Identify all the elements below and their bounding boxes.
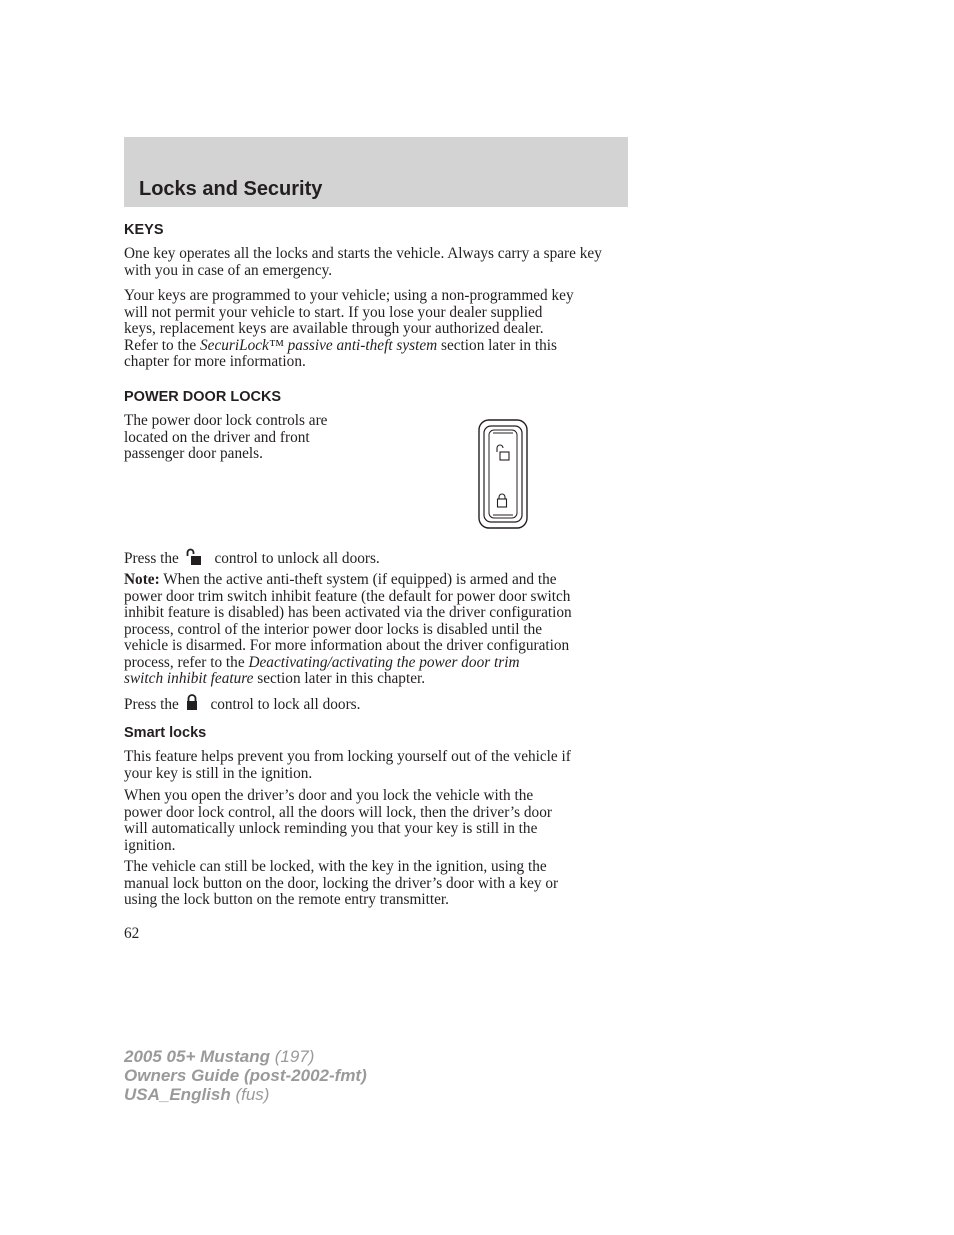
keys-p2-line4 bbox=[124, 338, 630, 355]
power-door-locks-heading: POWER DOOR LOCKS bbox=[124, 389, 282, 405]
sl-p3-line1: The vehicle can still be locked, with the key in the ignition, using the bbox=[124, 858, 547, 875]
keys-p2-refer: Refer to the bbox=[124, 336, 201, 354]
pdl-p1-line1: The power door lock controls are bbox=[124, 412, 328, 429]
page-number: 62 bbox=[124, 925, 140, 942]
unlock-prefix: Press the bbox=[124, 550, 179, 567]
keys-p2-line5: chapter for more information. bbox=[124, 353, 306, 370]
anti-theft-note bbox=[124, 572, 630, 688]
pdl-p1-line3: passenger door panels. bbox=[124, 445, 263, 462]
footer-language-code: (fus) bbox=[230, 1085, 270, 1104]
note-l6-italic: Deactivating/activating the power door trim bbox=[248, 653, 520, 671]
sl-p2-line1: When you open the driver’s door and you lock the vehicle with the bbox=[124, 787, 534, 804]
footer-line1 bbox=[124, 1047, 367, 1066]
document-footer bbox=[124, 1047, 367, 1104]
pdl-p1-line2: located on the driver and front bbox=[124, 428, 310, 446]
keys-paragraph-2 bbox=[124, 288, 630, 371]
footer-model-code: (197) bbox=[270, 1047, 315, 1066]
keys-p2-rest: section later in this bbox=[437, 336, 558, 354]
note-line2: power door trim switch inhibit feature (the default for power door switch bbox=[124, 587, 571, 605]
note-line4: process, control of the interior power door locks is disabled until the bbox=[124, 620, 543, 638]
chapter-title: Locks and Security bbox=[139, 178, 323, 200]
keys-p2-italic: SecuriLock™ passive anti-theft system bbox=[200, 336, 438, 354]
footer-language: USA_English bbox=[124, 1085, 231, 1104]
lock-prefix: Press the bbox=[124, 696, 179, 713]
footer-line2 bbox=[124, 1066, 367, 1085]
keys-p1-text: One key operates all the locks and starts the vehicle. Always carry a spare key with you in case of an emergency. bbox=[124, 245, 602, 279]
smart-locks-paragraph-3 bbox=[124, 859, 630, 909]
smart-locks-paragraph-2 bbox=[124, 788, 630, 854]
power-door-locks-paragraph-1 bbox=[124, 413, 384, 463]
note-l7-italic: switch inhibit feature bbox=[124, 670, 254, 687]
chapter-header bbox=[124, 137, 628, 207]
smart-locks-paragraph-1 bbox=[124, 749, 630, 782]
lock-instruction bbox=[124, 694, 630, 714]
sl-p1-line1: This feature helps prevent you from locking yourself out of the vehicle if bbox=[124, 748, 571, 765]
note-l6-pre: process, refer to the bbox=[124, 653, 249, 671]
lock-suffix: control to lock all doors. bbox=[210, 696, 361, 713]
sl-p3-line3: using the lock button on the remote entry transmitter. bbox=[124, 891, 449, 908]
note-line5: vehicle is disarmed. For more information about the driver configuration bbox=[124, 637, 570, 654]
note-line3: inhibit feature is disabled) has been activated via the driver configuration bbox=[124, 604, 572, 621]
lock-icon bbox=[185, 694, 199, 711]
keys-p2-line3: keys, replacement keys are available through your authorized dealer. bbox=[124, 320, 544, 337]
note-line6 bbox=[124, 655, 630, 672]
keys-heading: KEYS bbox=[124, 222, 164, 238]
unlock-icon bbox=[185, 548, 203, 565]
footer-model: 2005 05+ Mustang bbox=[124, 1047, 270, 1066]
sl-p2-line2: power door lock control, all the doors will lock, then the driver’s door bbox=[124, 803, 552, 821]
sl-p1-line2: your key is still in the ignition. bbox=[124, 764, 313, 782]
keys-p2-line1: Your keys are programmed to your vehicle; using a non-programmed key bbox=[124, 287, 574, 304]
note-label: Note: bbox=[124, 571, 160, 588]
sl-p2-line3: will automatically unlock reminding you that your key is still in the bbox=[124, 820, 538, 837]
sl-p3-line2: manual lock button on the door, locking the driver’s door with a key or bbox=[124, 874, 559, 892]
unlock-instruction bbox=[124, 548, 630, 568]
unlock-suffix: control to unlock all doors. bbox=[214, 550, 380, 567]
footer-line3 bbox=[124, 1085, 367, 1104]
smart-locks-heading: Smart locks bbox=[124, 725, 207, 741]
footer-guide: Owners Guide (post-2002-fmt) bbox=[124, 1066, 367, 1085]
sl-p2-line4: ignition. bbox=[124, 836, 176, 854]
note-line1 bbox=[124, 572, 630, 589]
note-line7 bbox=[124, 671, 630, 688]
keys-p2-line2: will not permit your vehicle to start. If you lose your dealer supplied bbox=[124, 303, 543, 321]
note-l7-rest: section later in this chapter. bbox=[253, 670, 426, 687]
note-l1-text: When the active anti-theft system (if equipped) is armed and the bbox=[159, 571, 557, 588]
door-lock-switch-icon bbox=[476, 417, 530, 531]
keys-paragraph-1 bbox=[124, 246, 604, 279]
